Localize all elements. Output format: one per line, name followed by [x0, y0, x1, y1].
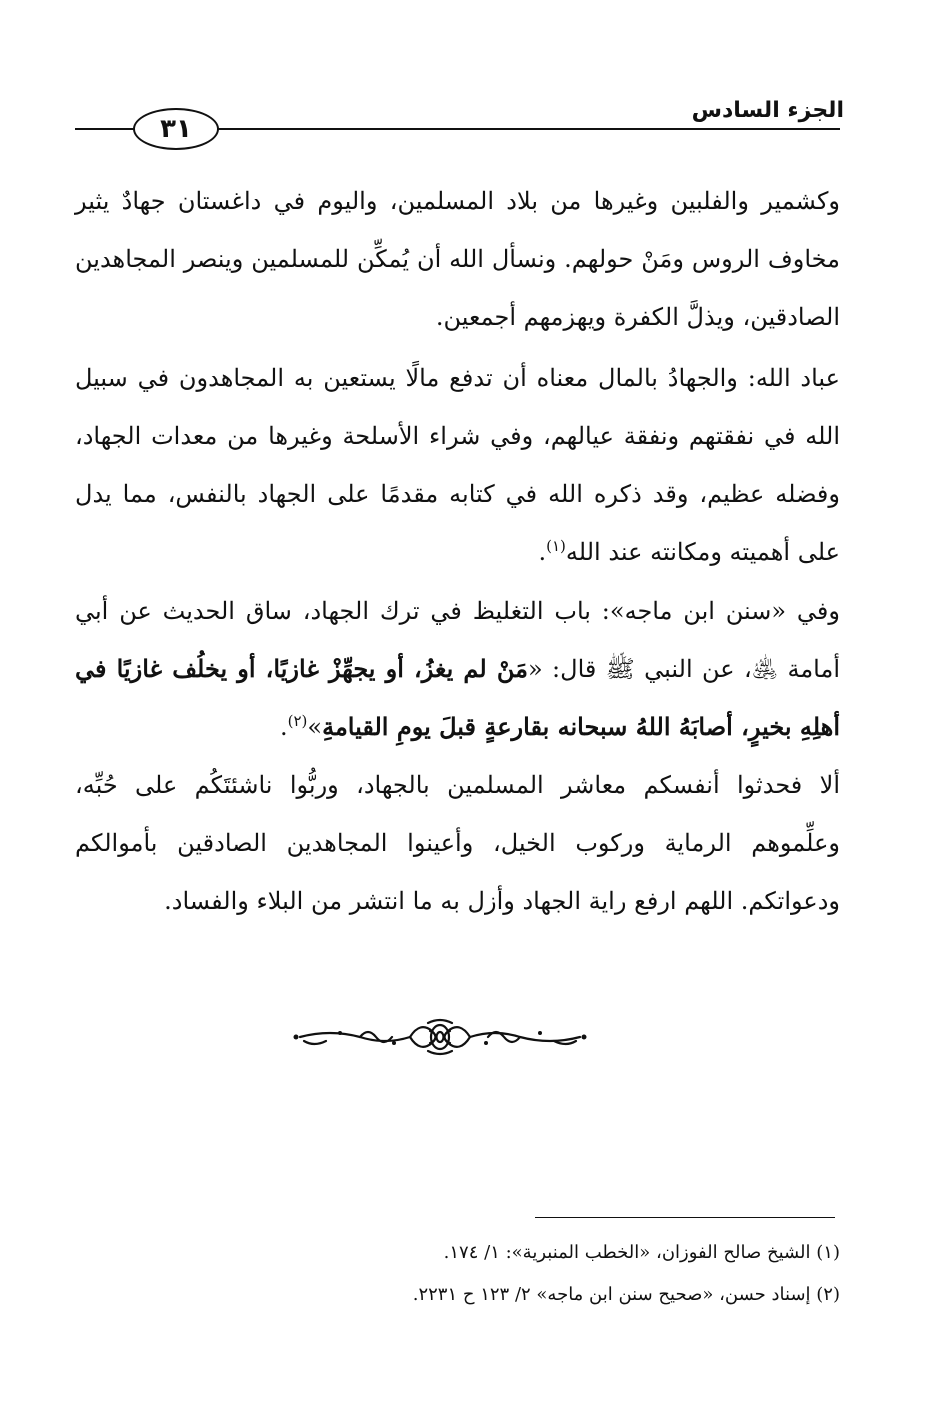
footnote-ref-2[interactable]: (٢)	[287, 712, 308, 730]
footnote-1: (١) الشيخ صالح الفوزان، «الخطب المنبرية»: ١/ ١٧٤.	[443, 1242, 840, 1263]
floral-divider-icon	[290, 1015, 590, 1059]
paragraph-2	[75, 349, 840, 581]
hadith-close-quote: »	[307, 713, 323, 741]
footnotes	[75, 1232, 840, 1316]
paragraph-2-text: عباد الله: والجهادُ بالمال معناه أن تدفع مالًا يستعين به المجاهدون في سبيل الله في نفقتهم ونفقة عيالهم، وفي شراء الأسلحة وغيرها من معدات الجهاد، وفضله عظيم، وقد ذكره الله في كتابه مقدمًا على الجهاد بالنفس، مما يدل على أهميته ومكانته عند الله	[75, 364, 840, 566]
paragraph-3	[75, 582, 840, 756]
paragraph-3-intro: وفي «سنن ابن ماجه»: باب التغليظ في ترك الجهاد، ساق الحديث عن أبي أمامة ﵁، عن النبي ﷺ قال: «	[75, 597, 841, 683]
paragraph-2-end: .	[538, 538, 547, 566]
paragraph-3-end: .	[279, 713, 288, 741]
page-header-title: الجزء السادس	[691, 98, 844, 123]
paragraph-4: ألا فحدثوا أنفسكم معاشر المسلمين بالجهاد، وربُّوا ناشئتَكُم على حُبِّه، وعلِّموهم الرماية وركوب الخيل، وأعينوا المجاهدين الصادقين بأموالكم ودعواتكم. اللهم ارفع راية الجهاد وأزل به ما انتشر من البلاء والفساد.	[75, 771, 840, 915]
footnote-2: (٢) إسناد حسن، «صحيح سنن ابن ماجه» ٢/ ١٢٣ ح ٢٢٣١.	[412, 1284, 840, 1305]
footnote-ref-1[interactable]: (١)	[546, 537, 566, 555]
page-number: ٣١	[133, 108, 219, 150]
paragraph-1: وكشمير والفلبين وغيرها من بلاد المسلمين، واليوم في داغستان جهادٌ يثير مخاوف الروس ومَنْ حولهم. ونسأل الله أن يُمكِّن للمسلمين وينصر المجاهدين الصادقين، ويذلَّ الكفرة ويهزمهم أجمعين.	[75, 187, 840, 331]
footnote-separator	[535, 1217, 835, 1218]
hadith-text: مَنْ لم يغزُ، أو يجهِّزْ غازيًا، أو يخلُف غازيًا في أهلِهِ بخيرٍ، أصابَهُ اللهُ سبحانه بقارعةٍ قبلَ يومِ القيامةِ	[75, 654, 840, 741]
